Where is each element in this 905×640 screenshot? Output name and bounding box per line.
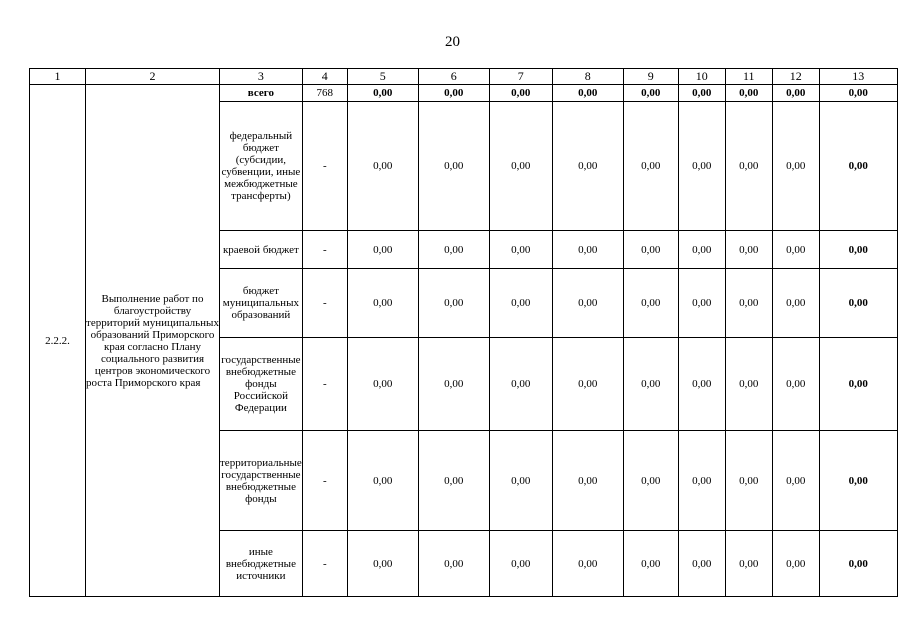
- value-cell: 0,00: [772, 102, 819, 231]
- value-cell: 0,00: [819, 231, 897, 269]
- header-cell: 13: [819, 69, 897, 85]
- value-cell: 0,00: [772, 431, 819, 531]
- value-cell: 0,00: [623, 231, 678, 269]
- value-cell: 0,00: [489, 338, 552, 431]
- value-cell: 0,00: [725, 269, 772, 338]
- page-number: 20: [445, 34, 460, 50]
- value-cell: 0,00: [418, 531, 489, 597]
- value-cell: 0,00: [623, 431, 678, 531]
- header-cell: 4: [302, 69, 347, 85]
- value-cell: 0,00: [678, 231, 725, 269]
- value-cell: 0,00: [489, 85, 552, 102]
- value-cell: 0,00: [819, 338, 897, 431]
- source-cell: всего: [220, 85, 303, 102]
- value-cell: 0,00: [725, 102, 772, 231]
- value-cell: 0,00: [552, 102, 623, 231]
- value-cell: 0,00: [725, 431, 772, 531]
- value-cell: 0,00: [819, 85, 897, 102]
- quantity-cell: -: [302, 269, 347, 338]
- value-cell: 0,00: [347, 338, 418, 431]
- header-cell: 7: [489, 69, 552, 85]
- value-cell: 0,00: [489, 269, 552, 338]
- source-cell: иные внебюджетные источники: [220, 531, 303, 597]
- value-cell: 0,00: [819, 269, 897, 338]
- header-cell: 8: [552, 69, 623, 85]
- value-cell: 0,00: [347, 102, 418, 231]
- header-cell: 2: [86, 69, 220, 85]
- quantity-cell: -: [302, 102, 347, 231]
- value-cell: 0,00: [347, 85, 418, 102]
- value-cell: 0,00: [678, 431, 725, 531]
- item-number: 2.2.2.: [30, 85, 86, 597]
- value-cell: 0,00: [772, 531, 819, 597]
- value-cell: 0,00: [623, 102, 678, 231]
- value-cell: 0,00: [418, 85, 489, 102]
- value-cell: 0,00: [772, 269, 819, 338]
- header-cell: 1: [30, 69, 86, 85]
- value-cell: 0,00: [418, 269, 489, 338]
- value-cell: 0,00: [347, 431, 418, 531]
- value-cell: 0,00: [623, 531, 678, 597]
- value-cell: 0,00: [772, 231, 819, 269]
- value-cell: 0,00: [489, 531, 552, 597]
- value-cell: 0,00: [623, 85, 678, 102]
- budget-table: [29, 68, 898, 597]
- value-cell: 0,00: [418, 338, 489, 431]
- value-cell: 0,00: [725, 338, 772, 431]
- quantity-cell: -: [302, 531, 347, 597]
- header-cell: 10: [678, 69, 725, 85]
- value-cell: 0,00: [552, 338, 623, 431]
- value-cell: 0,00: [678, 269, 725, 338]
- value-cell: 0,00: [725, 231, 772, 269]
- source-cell: краевой бюджет: [220, 231, 303, 269]
- source-cell: бюджет муниципальных образований: [220, 269, 303, 338]
- value-cell: 0,00: [819, 102, 897, 231]
- value-cell: 0,00: [772, 338, 819, 431]
- source-cell: государственные внебюджетные фонды Российской Федерации: [220, 338, 303, 431]
- value-cell: 0,00: [489, 431, 552, 531]
- value-cell: 0,00: [552, 431, 623, 531]
- value-cell: 0,00: [725, 85, 772, 102]
- value-cell: 0,00: [418, 102, 489, 231]
- value-cell: 0,00: [347, 231, 418, 269]
- value-cell: 0,00: [418, 431, 489, 531]
- value-cell: 0,00: [819, 531, 897, 597]
- value-cell: 0,00: [819, 431, 897, 531]
- item-name: [86, 85, 220, 597]
- header-cell: 11: [725, 69, 772, 85]
- value-cell: 0,00: [347, 269, 418, 338]
- header-cell: 9: [623, 69, 678, 85]
- value-cell: 0,00: [552, 231, 623, 269]
- header-cell: 3: [220, 69, 303, 85]
- value-cell: 0,00: [678, 531, 725, 597]
- quantity-cell: 768: [302, 85, 347, 102]
- quantity-cell: -: [302, 338, 347, 431]
- value-cell: 0,00: [489, 231, 552, 269]
- quantity-cell: -: [302, 231, 347, 269]
- value-cell: 0,00: [552, 531, 623, 597]
- source-cell: территориальные государственные внебюджетные фонды: [220, 431, 303, 531]
- value-cell: 0,00: [678, 85, 725, 102]
- value-cell: 0,00: [489, 102, 552, 231]
- value-cell: 0,00: [725, 531, 772, 597]
- header-cell: 5: [347, 69, 418, 85]
- header-cell: 6: [418, 69, 489, 85]
- header-cell: 12: [772, 69, 819, 85]
- table-row: [30, 85, 898, 102]
- value-cell: 0,00: [347, 531, 418, 597]
- item-name-text: Выполнение работ по благоустройству территорий муниципальных образований Приморского края согласно Плану социального развития центров экономического роста Приморского края: [86, 292, 219, 389]
- value-cell: 0,00: [623, 269, 678, 338]
- value-cell: 0,00: [772, 85, 819, 102]
- quantity-cell: -: [302, 431, 347, 531]
- source-cell: федеральный бюджет (субсидии, субвенции, иные межбюджетные трансферты): [220, 102, 303, 231]
- value-cell: 0,00: [552, 85, 623, 102]
- value-cell: 0,00: [678, 338, 725, 431]
- value-cell: 0,00: [552, 269, 623, 338]
- header-row: [30, 69, 898, 85]
- value-cell: 0,00: [418, 231, 489, 269]
- value-cell: 0,00: [678, 102, 725, 231]
- value-cell: 0,00: [623, 338, 678, 431]
